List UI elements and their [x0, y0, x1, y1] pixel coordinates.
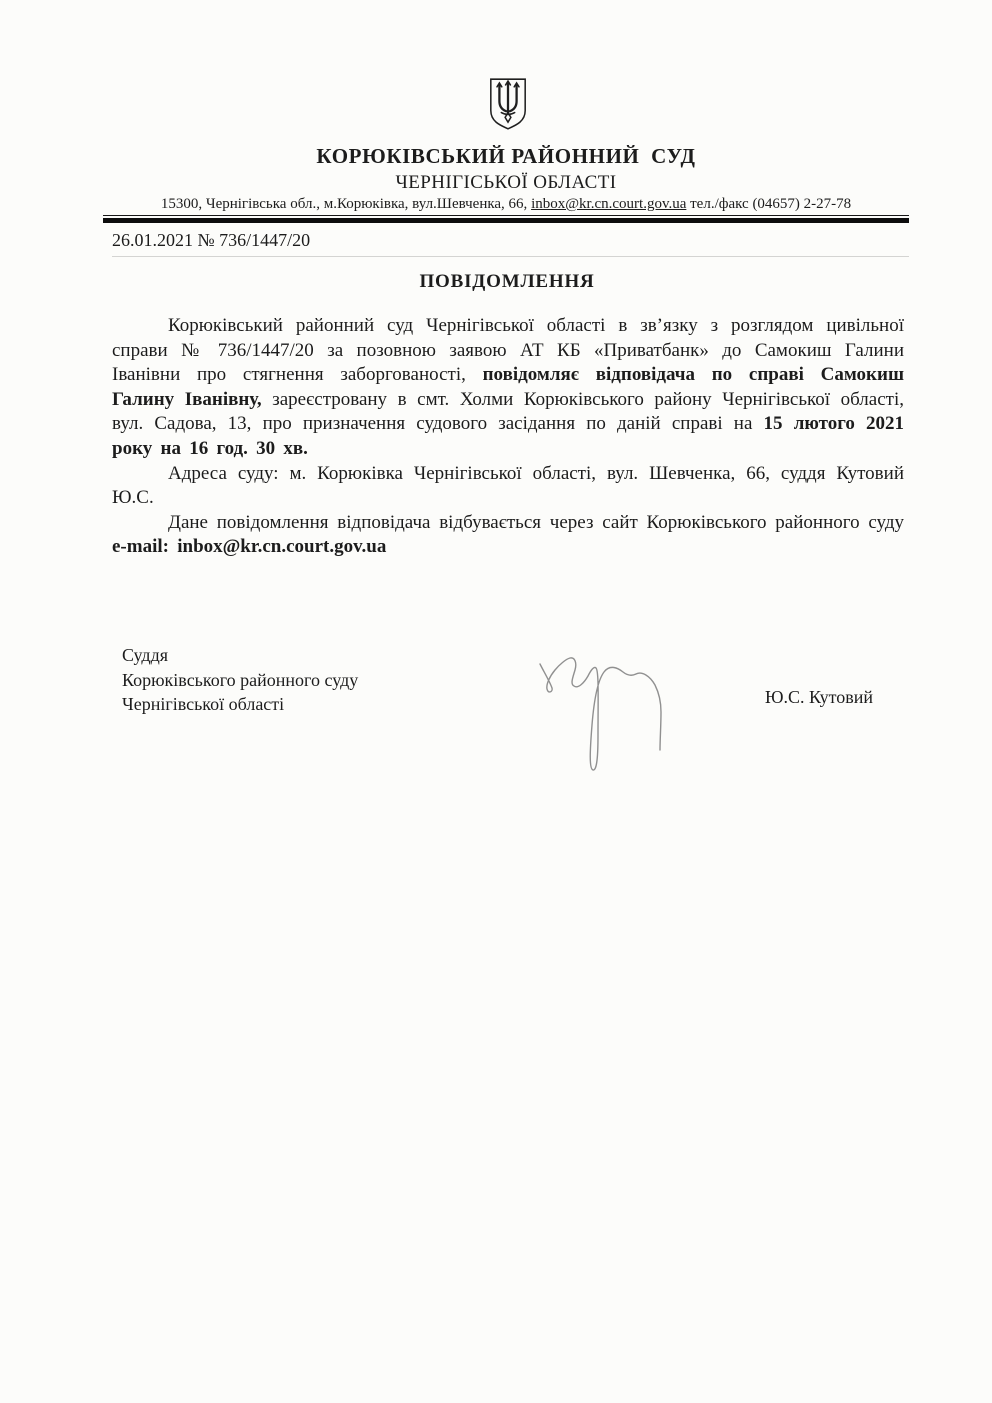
letterhead-divider-bar — [103, 218, 909, 223]
court-email: inbox@kr.cn.court.gov.ua — [531, 196, 687, 212]
signer-role-line2: Корюківського районного суду — [122, 669, 359, 690]
signer-name: Ю.С. Кутовий — [765, 687, 874, 707]
paragraph1-text: Корюківський районний суд Чернігівської області в зв’язку з розглядом цивільної справи № 736/1447/20 за позовною заявою АТ КБ «Приватбанк» до Самокиш Галини Іванівни про стягнення заборгованості, — [112, 315, 904, 386]
document-body — [112, 314, 904, 560]
signer-role-line1: Суддя — [122, 645, 169, 665]
ukraine-trident-emblem-icon — [487, 76, 529, 132]
signer-role — [122, 643, 358, 717]
court-address-line — [103, 196, 909, 216]
paragraph3-text: Дане повідомлення відповідача відбувається через сайт Корюківського районного суду — [168, 511, 904, 533]
court-name: КОРЮКІВСЬКИЙ РАЙОННИЙ СУД — [316, 144, 696, 168]
paragraph-notification-site — [112, 511, 904, 560]
signer-role-line3: Чернігівської області — [122, 694, 285, 714]
paragraph-case-info — [112, 314, 904, 462]
paragraph3-bold-email: e-mail: inbox@kr.cn.court.gov.ua — [112, 536, 387, 558]
paragraph-court-address: Адреса суду: м. Корюківка Чернігівської області, вул. Шевченка, 66, суддя Кутовий Ю.С. — [112, 462, 904, 509]
paragraph1-bold-respondent: повідомляє відповідача по справі Самокиш Галину Іванівну, — [112, 364, 904, 410]
paragraph1-bold-hearing-date: 15 лютого 2021 року на 16 год. 30 хв. — [112, 413, 904, 459]
address-text: 15300, Чернігівська обл., м.Корюківка, вул.Шевченка, 66, — [160, 196, 532, 212]
phone-fax-text: тел./факс (04657) 2-27-78 — [686, 196, 852, 212]
handwritten-signature-icon — [520, 640, 690, 800]
document-title: ПОВІДОМЛЕННЯ — [419, 271, 595, 292]
paragraph1-text-2: зареєстровану в смт. Холми Корюківського району Чернігівської області, вул. Садова, 13, про призначення судового засідання по даній справі на — [112, 388, 904, 435]
date-and-case-number: 26.01.2021 № 736/1447/20 — [112, 230, 909, 257]
court-region: ЧЕРНІГІСЬКОЇ ОБЛАСТІ — [395, 172, 617, 193]
